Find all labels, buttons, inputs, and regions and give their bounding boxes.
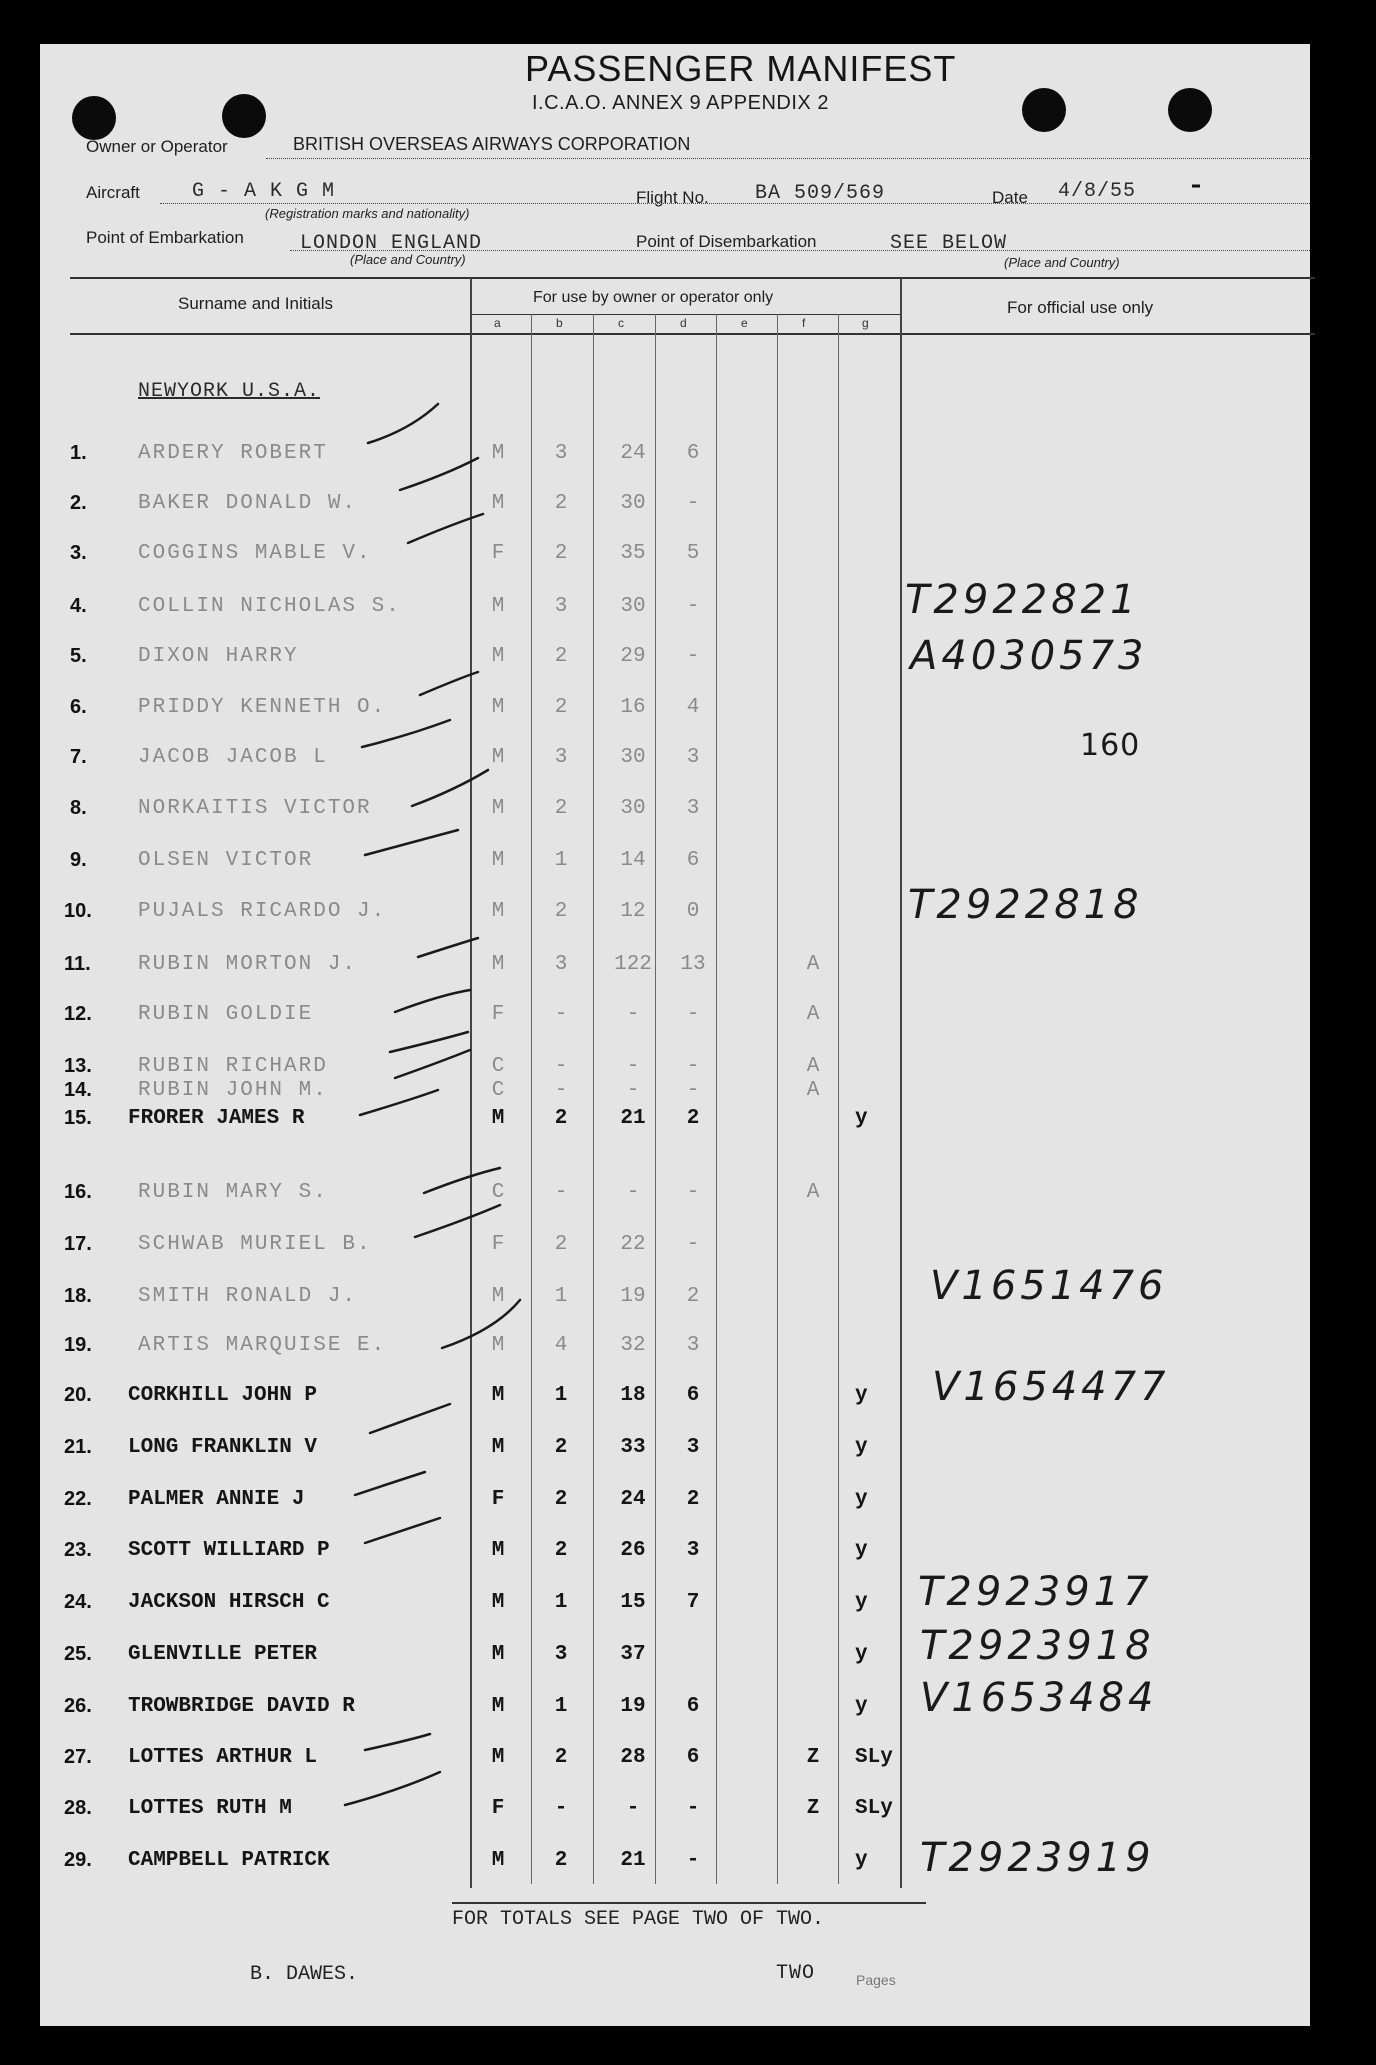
cell-a: M xyxy=(491,1849,505,1872)
passenger-name: CAMPBELL PATRICK xyxy=(128,1849,330,1872)
cell-c: 16 xyxy=(620,696,646,719)
disembarkation-value: SEE BELOW xyxy=(890,232,1008,255)
cell-d: 3 xyxy=(686,797,700,820)
cell-b: 3 xyxy=(554,442,568,465)
row-number: 24. xyxy=(64,1591,92,1613)
row-number: 19. xyxy=(64,1334,92,1356)
row-number: 9. xyxy=(70,849,87,871)
row-number: 1. xyxy=(70,442,87,464)
cell-d: 0 xyxy=(686,900,700,923)
row-number: 16. xyxy=(64,1181,92,1203)
row-number: 21. xyxy=(64,1436,92,1458)
col-owner-use-header: For use by owner or operator only xyxy=(533,289,774,306)
row-number: 23. xyxy=(64,1539,92,1561)
cell-b: 1 xyxy=(554,1591,568,1614)
sub-col-e: e xyxy=(741,316,748,330)
cell-c: - xyxy=(626,1181,640,1204)
cell-c: - xyxy=(626,1003,640,1026)
cell-b: 2 xyxy=(554,900,568,923)
row-number: 5. xyxy=(70,645,87,667)
row-number: 28. xyxy=(64,1797,92,1819)
cell-a: M xyxy=(491,797,505,820)
cell-a: M xyxy=(491,1334,505,1357)
cell-d: - xyxy=(686,645,700,668)
cell-b: 2 xyxy=(554,1746,568,1769)
cell-d: - xyxy=(686,1233,700,1256)
cell-a: M xyxy=(491,645,505,668)
cell-c: 30 xyxy=(620,746,646,769)
cell-c: - xyxy=(626,1055,640,1078)
cell-a: F xyxy=(491,1233,505,1256)
cell-a: M xyxy=(491,1436,505,1459)
prepared-by: B. DAWES. xyxy=(250,1963,359,1986)
cell-a: M xyxy=(491,442,505,465)
cell-b: - xyxy=(554,1055,568,1078)
cell-c: 28 xyxy=(620,1746,646,1769)
col-official-header: For official use only xyxy=(1007,298,1154,317)
cell-d: 4 xyxy=(686,696,700,719)
cell-c: 15 xyxy=(620,1591,646,1614)
cell-c: 35 xyxy=(620,542,646,565)
cell-b: 2 xyxy=(554,542,568,565)
cell-d: 2 xyxy=(686,1107,700,1130)
cell-d: 3 xyxy=(686,1436,700,1459)
owner-label: Owner or Operator xyxy=(86,137,228,156)
cell-c: 122 xyxy=(614,953,652,976)
passenger-name: GLENVILLE PETER xyxy=(128,1643,318,1666)
cell-a: M xyxy=(491,746,505,769)
cell-c: 30 xyxy=(620,595,646,618)
cell-f: A xyxy=(806,1079,820,1102)
cell-a: M xyxy=(491,1384,505,1407)
official-entry: T2923919 xyxy=(920,1835,1155,1881)
date-value: 4/8/55 xyxy=(1058,180,1137,203)
document-title: PASSENGER MANIFEST xyxy=(525,48,957,89)
passenger-name: PUJALS RICARDO J. xyxy=(138,900,387,923)
cell-d: 6 xyxy=(686,1695,700,1718)
cell-d: - xyxy=(686,1003,700,1026)
row-number: 15. xyxy=(64,1107,92,1129)
row-number: 10. xyxy=(64,900,92,922)
cell-a: M xyxy=(491,595,505,618)
cell-d: 7 xyxy=(686,1591,700,1614)
cell-c: 32 xyxy=(620,1334,646,1357)
cell-c: 19 xyxy=(620,1285,646,1308)
cell-c: 21 xyxy=(620,1107,646,1130)
cell-g: y xyxy=(855,1849,868,1872)
cell-f: A xyxy=(806,953,820,976)
passenger-name: PRIDDY KENNETH O. xyxy=(138,696,387,719)
passenger-name: RUBIN MARY S. xyxy=(138,1181,328,1204)
aircraft-value: G - A K G M xyxy=(192,180,336,203)
cell-c: 19 xyxy=(620,1695,646,1718)
cell-b: 3 xyxy=(554,1643,568,1666)
cell-g: y xyxy=(855,1488,868,1511)
passenger-name: BAKER DONALD W. xyxy=(138,492,358,515)
row-number: 22. xyxy=(64,1488,92,1510)
official-entry: T2922818 xyxy=(908,882,1143,928)
cell-c: 12 xyxy=(620,900,646,923)
row-number: 2. xyxy=(70,492,87,514)
cell-g: y xyxy=(855,1695,868,1718)
document-subtitle: I.C.A.O. ANNEX 9 APPENDIX 2 xyxy=(532,92,829,114)
cell-d: - xyxy=(686,1849,700,1872)
official-entry: V1653484 xyxy=(920,1675,1158,1721)
official-entry: 160 xyxy=(1080,728,1141,763)
pages-label: Pages xyxy=(856,1972,896,1988)
sub-col-c: c xyxy=(618,316,624,330)
owner-value: BRITISH OVERSEAS AIRWAYS CORPORATION xyxy=(293,134,691,154)
cell-b: 1 xyxy=(554,849,568,872)
cell-b: 2 xyxy=(554,1849,568,1872)
cell-c: - xyxy=(626,1797,640,1820)
row-number: 3. xyxy=(70,542,87,564)
cell-b: - xyxy=(554,1079,568,1102)
sub-col-b: b xyxy=(556,316,563,330)
cell-f: A xyxy=(806,1003,820,1026)
passenger-name: RUBIN RICHARD xyxy=(138,1055,328,1078)
cell-b: 1 xyxy=(554,1384,568,1407)
row-number: 13. xyxy=(64,1055,92,1077)
official-entry: T2923917 xyxy=(918,1569,1153,1615)
cell-a: C xyxy=(491,1181,505,1204)
passenger-name: NORKAITIS VICTOR xyxy=(138,797,372,820)
aircraft-label: Aircraft xyxy=(86,183,140,202)
official-entry: V1651476 xyxy=(930,1263,1168,1309)
cell-b: 2 xyxy=(554,1233,568,1256)
cell-b: 3 xyxy=(554,953,568,976)
cell-b: 1 xyxy=(554,1695,568,1718)
passenger-name: JACKSON HIRSCH C xyxy=(128,1591,330,1614)
cell-a: M xyxy=(491,953,505,976)
cell-a: F xyxy=(491,1488,505,1511)
cell-a: M xyxy=(491,1695,505,1718)
cell-b: - xyxy=(554,1797,568,1820)
sub-col-d: d xyxy=(680,316,687,330)
embarkation-label: Point of Embarkation xyxy=(86,228,244,247)
cell-b: 2 xyxy=(554,1107,568,1130)
cell-g: y xyxy=(855,1436,868,1459)
cell-b: 2 xyxy=(554,492,568,515)
aircraft-note: (Registration marks and nationality) xyxy=(265,206,470,221)
passenger-name: TROWBRIDGE DAVID R xyxy=(128,1695,355,1718)
cell-c: 14 xyxy=(620,849,646,872)
sub-col-a: a xyxy=(494,316,501,330)
embarkation-note: (Place and Country) xyxy=(350,252,466,267)
passenger-name: COLLIN NICHOLAS S. xyxy=(138,595,401,618)
passenger-name: ARTIS MARQUISE E. xyxy=(138,1334,387,1357)
cell-b: - xyxy=(554,1003,568,1026)
cell-f: A xyxy=(806,1055,820,1078)
disembarkation-label: Point of Disembarkation xyxy=(636,232,817,251)
cell-a: F xyxy=(491,1003,505,1026)
cell-d: 3 xyxy=(686,1334,700,1357)
cell-g: y xyxy=(855,1591,868,1614)
cell-d: - xyxy=(686,492,700,515)
cell-b: 1 xyxy=(554,1285,568,1308)
passenger-name: JACOB JACOB L xyxy=(138,746,328,769)
cell-d: 13 xyxy=(680,953,706,976)
embarkation-value: LONDON ENGLAND xyxy=(300,232,483,255)
cell-a: M xyxy=(491,1539,505,1562)
flight-value: BA 509/569 xyxy=(755,182,886,205)
totals-note: FOR TOTALS SEE PAGE TWO OF TWO. xyxy=(452,1908,825,1931)
cell-a: M xyxy=(491,492,505,515)
cell-f: Z xyxy=(806,1746,820,1769)
passenger-name: LONG FRANKLIN V xyxy=(128,1436,318,1459)
cell-b: 3 xyxy=(554,595,568,618)
passenger-name: COGGINS MABLE V. xyxy=(138,542,372,565)
cell-a: M xyxy=(491,1591,505,1614)
row-number: 8. xyxy=(70,797,87,819)
passenger-name: SCOTT WILLIARD P xyxy=(128,1539,330,1562)
cell-b: 2 xyxy=(554,1539,568,1562)
disembarkation-note: (Place and Country) xyxy=(1004,255,1120,270)
official-entry: T2923918 xyxy=(920,1623,1155,1669)
cell-d: - xyxy=(686,1055,700,1078)
passenger-name: RUBIN JOHN M. xyxy=(138,1079,328,1102)
cell-g: y xyxy=(855,1384,868,1407)
cell-b: 2 xyxy=(554,645,568,668)
cell-a: M xyxy=(491,1746,505,1769)
passenger-name: SMITH RONALD J. xyxy=(138,1285,358,1308)
row-number: 6. xyxy=(70,696,87,718)
cell-a: M xyxy=(491,696,505,719)
cell-c: 24 xyxy=(620,1488,646,1511)
cell-d: - xyxy=(686,1079,700,1102)
passenger-name: RUBIN GOLDIE xyxy=(138,1003,314,1026)
cell-d: 3 xyxy=(686,746,700,769)
page-count: TWO xyxy=(776,1962,816,1985)
cell-c: 22 xyxy=(620,1233,646,1256)
cell-c: 24 xyxy=(620,442,646,465)
cell-c: 26 xyxy=(620,1539,646,1562)
cell-a: C xyxy=(491,1079,505,1102)
cell-c: 30 xyxy=(620,492,646,515)
cell-b: 2 xyxy=(554,1436,568,1459)
row-number: 4. xyxy=(70,595,87,617)
cell-c: 30 xyxy=(620,797,646,820)
row-number: 25. xyxy=(64,1643,92,1665)
cell-d: 6 xyxy=(686,1746,700,1769)
official-entry: V1654477 xyxy=(932,1364,1170,1410)
passenger-name: SCHWAB MURIEL B. xyxy=(138,1233,372,1256)
cell-d: 2 xyxy=(686,1488,700,1511)
cell-d: 5 xyxy=(686,542,700,565)
cell-d: 2 xyxy=(686,1285,700,1308)
cell-d: - xyxy=(686,1797,700,1820)
passenger-name: LOTTES ARTHUR L xyxy=(128,1746,318,1769)
row-number: 18. xyxy=(64,1285,92,1307)
cell-g: SLy xyxy=(855,1746,893,1769)
cell-a: F xyxy=(491,1797,505,1820)
cell-a: M xyxy=(491,900,505,923)
cell-g: y xyxy=(855,1643,868,1666)
cell-f: Z xyxy=(806,1797,820,1820)
cell-c: 21 xyxy=(620,1849,646,1872)
cell-c: 33 xyxy=(620,1436,646,1459)
cell-a: F xyxy=(491,542,505,565)
row-number: 20. xyxy=(64,1384,92,1406)
cell-c: 29 xyxy=(620,645,646,668)
cell-d: - xyxy=(686,1181,700,1204)
passenger-name: ARDERY ROBERT xyxy=(138,442,328,465)
passenger-name: FRORER JAMES R xyxy=(128,1107,305,1130)
passenger-name: RUBIN MORTON J. xyxy=(138,953,358,976)
row-number: 17. xyxy=(64,1233,92,1255)
cell-b: 3 xyxy=(554,746,568,769)
row-number: 26. xyxy=(64,1695,92,1717)
sub-col-f: f xyxy=(802,316,806,330)
cell-a: M xyxy=(491,1107,505,1130)
cell-g: y xyxy=(855,1107,868,1130)
cell-a: M xyxy=(491,849,505,872)
passenger-name: LOTTES RUTH M xyxy=(128,1797,292,1820)
date-label: Date xyxy=(992,188,1028,207)
row-number: 29. xyxy=(64,1849,92,1871)
cell-b: 2 xyxy=(554,797,568,820)
official-entry: A4030573 xyxy=(910,633,1148,679)
cell-c: 37 xyxy=(620,1643,646,1666)
cell-c: 18 xyxy=(620,1384,646,1407)
cell-d: 3 xyxy=(686,1539,700,1562)
row-number: 14. xyxy=(64,1079,92,1101)
cell-c: - xyxy=(626,1079,640,1102)
passenger-name: CORKHILL JOHN P xyxy=(128,1384,318,1407)
cell-b: 2 xyxy=(554,1488,568,1511)
row-number: 27. xyxy=(64,1746,92,1768)
sub-col-g: g xyxy=(862,316,869,330)
cell-d: 6 xyxy=(686,442,700,465)
passenger-name: OLSEN VICTOR xyxy=(138,849,314,872)
cell-f: A xyxy=(806,1181,820,1204)
flight-label: Flight No. xyxy=(636,188,709,207)
cell-a: C xyxy=(491,1055,505,1078)
cell-d: - xyxy=(686,595,700,618)
cell-d: 6 xyxy=(686,849,700,872)
cell-g: y xyxy=(855,1539,868,1562)
col-surname-header: Surname and Initials xyxy=(178,294,333,313)
cell-b: 2 xyxy=(554,696,568,719)
passenger-name: PALMER ANNIE J xyxy=(128,1488,305,1511)
official-entry: T2922821 xyxy=(905,577,1140,623)
cell-a: M xyxy=(491,1285,505,1308)
destination-heading: NEWYORK U.S.A. xyxy=(138,380,321,403)
cell-b: - xyxy=(554,1181,568,1204)
cell-a: M xyxy=(491,1643,505,1666)
row-number: 11. xyxy=(64,953,91,975)
row-number: 12. xyxy=(64,1003,92,1025)
cell-g: SLy xyxy=(855,1797,893,1820)
cell-d: 6 xyxy=(686,1384,700,1407)
row-number: 7. xyxy=(70,746,87,768)
cell-b: 4 xyxy=(554,1334,568,1357)
passenger-name: DIXON HARRY xyxy=(138,645,299,668)
